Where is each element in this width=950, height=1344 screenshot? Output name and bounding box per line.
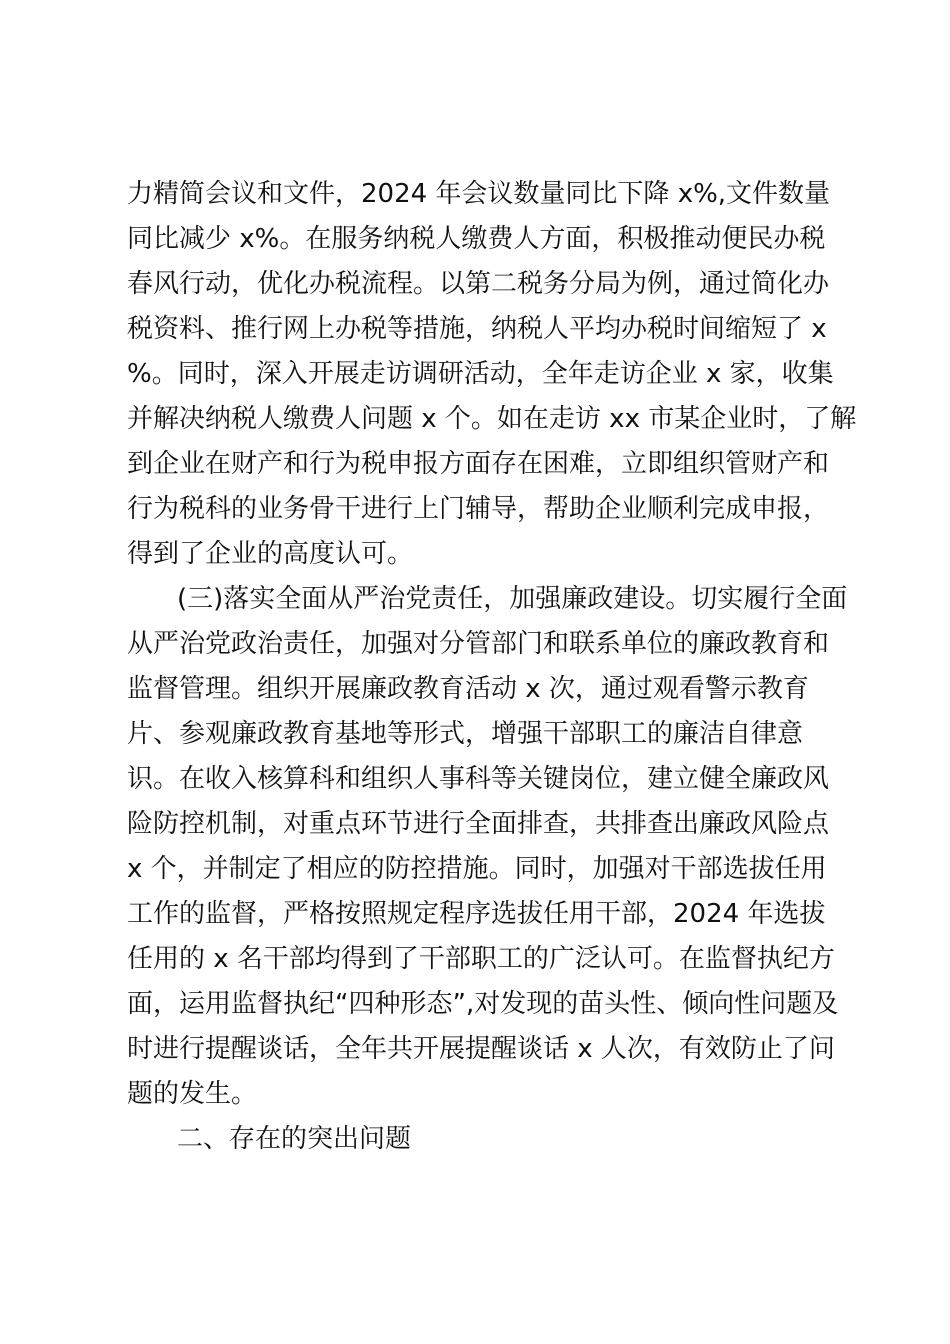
body-text (127, 172, 857, 1162)
paragraph-line: 得到了企业的高度认可。 (127, 539, 414, 569)
paragraph-line: 税资料、推行网上办税等措施，纳税人平均办税时间缩短了 x (127, 314, 827, 344)
paragraph-line: %。同时，深入开展走访调研活动，全年走访企业 x 家，收集 (127, 359, 834, 389)
paragraph-line: 到企业在财产和行为税申报方面存在困难，立即组织管财产和 (127, 449, 830, 479)
paragraph-line: 力精简会议和文件，2024 年会议数量同比下降 x%,文件数量 (127, 179, 831, 209)
section-heading-line: (三)落实全面从严治党责任，加强廉政建设。切实履行全面 (177, 584, 848, 614)
paragraph-line: 工作的监督，严格按照规定程序选拔任用干部，2024 年选拔 (127, 899, 826, 929)
paragraph-line: 行为税科的业务骨干进行上门辅导，帮助企业顺利完成申报， (127, 494, 830, 524)
section-title: 二、存在的突出问题 (177, 1124, 412, 1154)
paragraph-line: 任用的 x 名干部均得到了干部职工的广泛认可。在监督执纪方 (127, 944, 835, 974)
paragraph-line: 险防控机制，对重点环节进行全面排查，共排查出廉政风险点 (127, 809, 830, 839)
paragraph-line: 时进行提醒谈话，全年共开展提醒谈话 x 人次，有效防止了问 (127, 1034, 835, 1064)
paragraph-line: 监督管理。组织开展廉政教育活动 x 次，通过观看警示教育 (127, 674, 809, 704)
paragraph-line: 春风行动，优化办税流程。以第二税务分局为例，通过简化办 (127, 269, 830, 299)
paragraph-line: 从严治党政治责任，加强对分管部门和联系单位的廉政教育和 (127, 629, 830, 659)
paragraph-line: 片、参观廉政教育基地等形式，增强干部职工的廉洁自律意 (127, 719, 804, 749)
paragraph-line: 面，运用监督执纪“四种形态”,对发现的苗头性、倾向性问题及 (127, 989, 839, 1019)
paragraph-line: 同比减少 x%。在服务纳税人缴费人方面，积极推动便民办税 (127, 224, 826, 254)
paragraph-line: 并解决纳税人缴费人问题 x 个。如在走访 xx 市某企业时，了解 (127, 404, 857, 434)
paragraph-line: 识。在收入核算科和组织人事科等关键岗位，建立健全廉政风 (127, 764, 830, 794)
paragraph-line: 题的发生。 (127, 1079, 258, 1109)
paragraph-line: x 个，并制定了相应的防控措施。同时，加强对干部选拔任用 (127, 854, 827, 884)
